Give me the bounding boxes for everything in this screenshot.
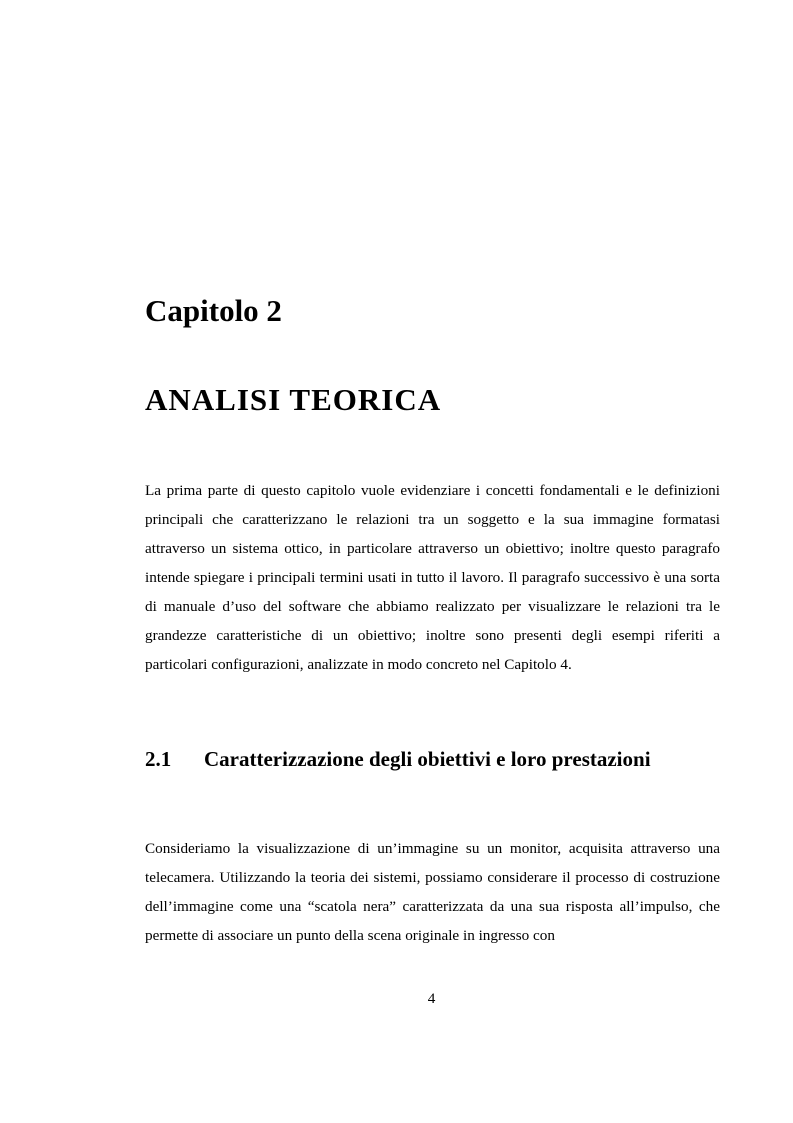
section-paragraph: Consideriamo la visualizzazione di un’immagine su un monitor, acquisita attraverso una telecamera. Utilizzando la teoria dei sistemi, possiamo considerare il processo di costruzione dell’immagine come una “scatola nera” caratterizzata da una sua risposta all’impulso, che permette di associare un punto della scena originale in ingresso con bbox=[145, 840, 720, 944]
intro-paragraph: La prima parte di questo capitolo vuole evidenziare i concetti fondamentali e le definizioni principali che caratterizzano le relazioni tra un soggetto e la sua immagine formatasi attraverso un sistema ottico, in particolare attraverso un obiettivo; inoltre questo paragrafo intende spiegare i principali termini usati in tutto il lavoro. Il paragrafo successivo è una sorta di manuale d’uso del software che abbiamo realizzato per visualizzare le relazioni tra le grandezze caratteristiche di un obiettivo; inoltre sono presenti degli esempi riferiti a particolari configurazioni, analizzate in modo concreto nel Capitolo 4. bbox=[145, 482, 720, 673]
section-title: Caratterizzazione degli obiettivi e loro prestazioni bbox=[204, 747, 651, 771]
section-number: 2.1 bbox=[145, 747, 172, 771]
chapter-label: Capitolo 2 bbox=[145, 293, 282, 328]
page-number: 4 bbox=[427, 990, 436, 1007]
chapter-title: ANALISI TEORICA bbox=[145, 382, 442, 417]
